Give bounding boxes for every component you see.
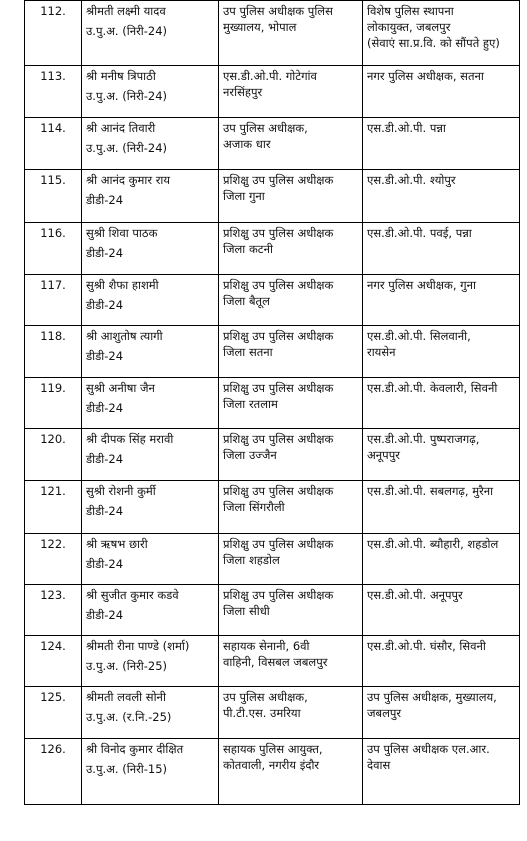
- officer-cell: [82, 636, 219, 687]
- table-row: [25, 378, 520, 429]
- officer-name: श्री दीपक सिंह मरावी: [86, 432, 174, 446]
- new-posting-line: लोकायुक्त, जबलपुर: [367, 19, 451, 34]
- current-posting-line: प्रशिक्षु उप पुलिस अधीक्षक: [223, 278, 334, 292]
- current-posting-line: पी.टी.एस. उमरिया: [223, 705, 301, 720]
- officer-cell: [82, 66, 219, 118]
- current-posting-line: जिला गुना: [223, 188, 265, 203]
- new-posting-line: एस.डी.ओ.पी. सबलगढ़, मुरैना: [367, 484, 494, 498]
- new-posting-line: उप पुलिस अधीक्षक, मुख्यालय,: [367, 690, 497, 704]
- serial-number: 112.: [25, 1, 82, 66]
- current-posting-line: प्रशिक्षु उप पुलिस अधीक्षक: [223, 537, 334, 551]
- current-posting-line: मुख्यालय, भोपाल: [223, 19, 297, 34]
- officer-cell: [82, 275, 219, 326]
- serial-number: 119.: [25, 378, 82, 429]
- current-posting-line: प्रशिक्षु उप पुलिस अधीक्षक: [223, 226, 334, 240]
- officer-name: श्री आशुतोष त्यागी: [86, 329, 163, 343]
- officer-name: श्रीमती रीना पाण्डे (शर्मा): [86, 639, 190, 653]
- officer-cell: [82, 585, 219, 636]
- officer-rank: डीडी-24: [86, 192, 124, 207]
- new-posting-line: एस.डी.ओ.पी. अनूपपुर: [367, 588, 463, 602]
- current-posting: [219, 481, 363, 534]
- current-posting-line: अजाक धार: [223, 136, 271, 151]
- table-row: [25, 687, 520, 739]
- new-posting: [363, 687, 520, 739]
- current-posting: [219, 118, 363, 170]
- new-posting-line: देवास: [367, 757, 391, 772]
- new-posting-line: एस.डी.ओ.पी. केवलारी, सिवनी: [367, 381, 498, 395]
- serial-number: 115.: [25, 170, 82, 223]
- serial-number: 125.: [25, 687, 82, 739]
- new-posting-line: एस.डी.ओ.पी. श्योपुर: [367, 173, 456, 187]
- officer-rank: उ.पु.अ. (निरी-24): [86, 88, 168, 103]
- current-posting: [219, 585, 363, 636]
- new-posting-line: एस.डी.ओ.पी. पन्ना: [367, 121, 446, 135]
- officer-name: श्री सुजीत कुमार कडवे: [86, 588, 179, 602]
- serial-number: 123.: [25, 585, 82, 636]
- officer-name: सुश्री अनीषा जैन: [86, 381, 155, 395]
- new-posting: [363, 275, 520, 326]
- officer-cell: [82, 170, 219, 223]
- officer-cell: [82, 118, 219, 170]
- serial-number: 113.: [25, 66, 82, 118]
- new-posting: [363, 739, 520, 805]
- new-posting: [363, 170, 520, 223]
- officer-rank: डीडी-24: [86, 556, 124, 571]
- current-posting-line: उप पुलिस अधीक्षक पुलिस: [223, 4, 333, 18]
- serial-number: 124.: [25, 636, 82, 687]
- current-posting-line: जिला कटनी: [223, 241, 273, 256]
- table-row: [25, 66, 520, 118]
- officer-cell: [82, 534, 219, 585]
- officer-name: श्रीमती लक्ष्मी यादव: [86, 4, 166, 18]
- new-posting-line: नगर पुलिस अधीक्षक, सतना: [367, 69, 484, 83]
- current-posting: [219, 739, 363, 805]
- serial-number: 117.: [25, 275, 82, 326]
- new-posting-line: रायसेन: [367, 344, 396, 359]
- current-posting: [219, 378, 363, 429]
- officer-rank: उ.पु.अ. (र.नि.-25): [86, 709, 172, 724]
- officer-name: सुश्री शिवा पाठक: [86, 226, 158, 240]
- current-posting-line: प्रशिक्षु उप पुलिस अधीक्षक: [223, 381, 334, 395]
- current-posting: [219, 687, 363, 739]
- transfer-order-table: [24, 0, 520, 805]
- new-posting: [363, 118, 520, 170]
- table-row: [25, 170, 520, 223]
- officer-cell: [82, 739, 219, 805]
- officer-rank: उ.पु.अ. (निरी-15): [86, 761, 168, 776]
- officer-cell: [82, 481, 219, 534]
- current-posting-line: वाहिनी, विसबल जबलपुर: [223, 654, 328, 669]
- table-row: [25, 1, 520, 66]
- officer-name: श्री मनीष त्रिपाठी: [86, 69, 156, 83]
- table-row: [25, 636, 520, 687]
- officer-rank: डीडी-24: [86, 400, 124, 415]
- officer-rank: डीडी-24: [86, 245, 124, 260]
- serial-number: 126.: [25, 739, 82, 805]
- current-posting-line: सहायक सेनानी, 6वी: [223, 639, 310, 653]
- serial-number: 121.: [25, 481, 82, 534]
- current-posting-line: जिला उज्जैन: [223, 447, 277, 462]
- current-posting-line: सहायक पुलिस आयुक्त,: [223, 742, 323, 756]
- officer-rank: डीडी-24: [86, 348, 124, 363]
- officer-name: श्री ऋषभ छारी: [86, 537, 148, 551]
- table-row: [25, 118, 520, 170]
- new-posting-line: उप पुलिस अधीक्षक एल.आर.: [367, 742, 490, 756]
- current-posting-line: जिला शहडोल: [223, 552, 280, 567]
- officer-cell: [82, 1, 219, 66]
- current-posting-line: उप पुलिस अधीक्षक,: [223, 690, 308, 704]
- table-row: [25, 223, 520, 275]
- new-posting-line: एस.डी.ओ.पी. पुष्पराजगढ़,: [367, 432, 480, 446]
- current-posting-line: जिला सिंगरौली: [223, 499, 285, 514]
- current-posting: [219, 275, 363, 326]
- current-posting: [219, 223, 363, 275]
- new-posting: [363, 326, 520, 378]
- current-posting-line: प्रशिक्षु उप पुलिस अधीक्षक: [223, 329, 334, 343]
- new-posting-line: नगर पुलिस अधीक्षक, गुना: [367, 278, 477, 292]
- new-posting-line: अनूपपुर: [367, 447, 400, 462]
- table-row: [25, 481, 520, 534]
- new-posting: [363, 223, 520, 275]
- current-posting-line: प्रशिक्षु उप पुलिस अधीक्षक: [223, 484, 334, 498]
- officer-rank: डीडी-24: [86, 607, 124, 622]
- new-posting-line: एस.डी.ओ.पी. पवई, पन्ना: [367, 226, 472, 240]
- current-posting: [219, 326, 363, 378]
- table-row: [25, 739, 520, 805]
- current-posting-line: कोतवाली, नगरीय इंदौर: [223, 757, 320, 772]
- officer-rank: उ.पु.अ. (निरी-25): [86, 658, 168, 673]
- officer-rank: डीडी-24: [86, 451, 124, 466]
- officer-rank: उ.पु.अ. (निरी-24): [86, 23, 168, 38]
- officer-name: श्री विनोद कुमार दीक्षित: [86, 742, 184, 756]
- table-row: [25, 429, 520, 481]
- serial-number: 114.: [25, 118, 82, 170]
- officer-name: श्रीमती लवली सोनी: [86, 690, 166, 704]
- new-posting: [363, 66, 520, 118]
- current-posting-line: जिला बैतूल: [223, 293, 270, 308]
- current-posting-line: जिला सीधी: [223, 603, 270, 618]
- current-posting-line: जिला सतना: [223, 344, 273, 359]
- new-posting: [363, 378, 520, 429]
- current-posting: [219, 66, 363, 118]
- serial-number: 116.: [25, 223, 82, 275]
- current-posting-line: उप पुलिस अधीक्षक,: [223, 121, 308, 135]
- officer-rank: डीडी-24: [86, 297, 124, 312]
- new-posting-line: जबलपुर: [367, 705, 402, 720]
- current-posting: [219, 170, 363, 223]
- new-posting-line: एस.डी.ओ.पी. घंसौर, सिवनी: [367, 639, 486, 653]
- table-row: [25, 585, 520, 636]
- new-posting: [363, 429, 520, 481]
- officer-name: सुश्री रोशनी कुर्मी: [86, 484, 156, 498]
- current-posting: [219, 1, 363, 66]
- new-posting-line: (सेवाएं सा.प्र.वि. को सौंपते हुए): [367, 35, 500, 50]
- serial-number: 118.: [25, 326, 82, 378]
- current-posting: [219, 534, 363, 585]
- serial-number: 120.: [25, 429, 82, 481]
- current-posting-line: नरसिंहपुर: [223, 84, 263, 99]
- new-posting-line: विशेष पुलिस स्थापना: [367, 4, 454, 18]
- table-row: [25, 326, 520, 378]
- current-posting-line: एस.डी.ओ.पी. गोटेगांव: [223, 69, 317, 83]
- new-posting: [363, 1, 520, 66]
- officer-cell: [82, 687, 219, 739]
- current-posting-line: जिला रतलाम: [223, 396, 278, 411]
- officer-rank: उ.पु.अ. (निरी-24): [86, 140, 168, 155]
- officer-name: श्री आनंद कुमार राय: [86, 173, 171, 187]
- new-posting: [363, 636, 520, 687]
- officer-rank: डीडी-24: [86, 503, 124, 518]
- new-posting-line: एस.डी.ओ.पी. ब्यौहारी, शहडोल: [367, 537, 499, 551]
- officer-name: श्री आनंद तिवारी: [86, 121, 156, 135]
- current-posting: [219, 429, 363, 481]
- table-row: [25, 275, 520, 326]
- officer-cell: [82, 378, 219, 429]
- current-posting-line: प्रशिक्षु उप पुलिस अधीक्षक: [223, 588, 334, 602]
- current-posting-line: प्रशिक्षु उप पुलिस अधीक्षक: [223, 173, 334, 187]
- new-posting: [363, 585, 520, 636]
- officer-cell: [82, 223, 219, 275]
- new-posting: [363, 481, 520, 534]
- serial-number: 122.: [25, 534, 82, 585]
- officer-cell: [82, 429, 219, 481]
- new-posting: [363, 534, 520, 585]
- current-posting: [219, 636, 363, 687]
- officer-cell: [82, 326, 219, 378]
- table-row: [25, 534, 520, 585]
- officer-name: सुश्री शैफा हाशमी: [86, 278, 159, 292]
- new-posting-line: एस.डी.ओ.पी. सिलवानी,: [367, 329, 471, 343]
- current-posting-line: प्रशिक्षु उप पुलिस अधीक्षक: [223, 432, 334, 446]
- table-body: [25, 1, 520, 805]
